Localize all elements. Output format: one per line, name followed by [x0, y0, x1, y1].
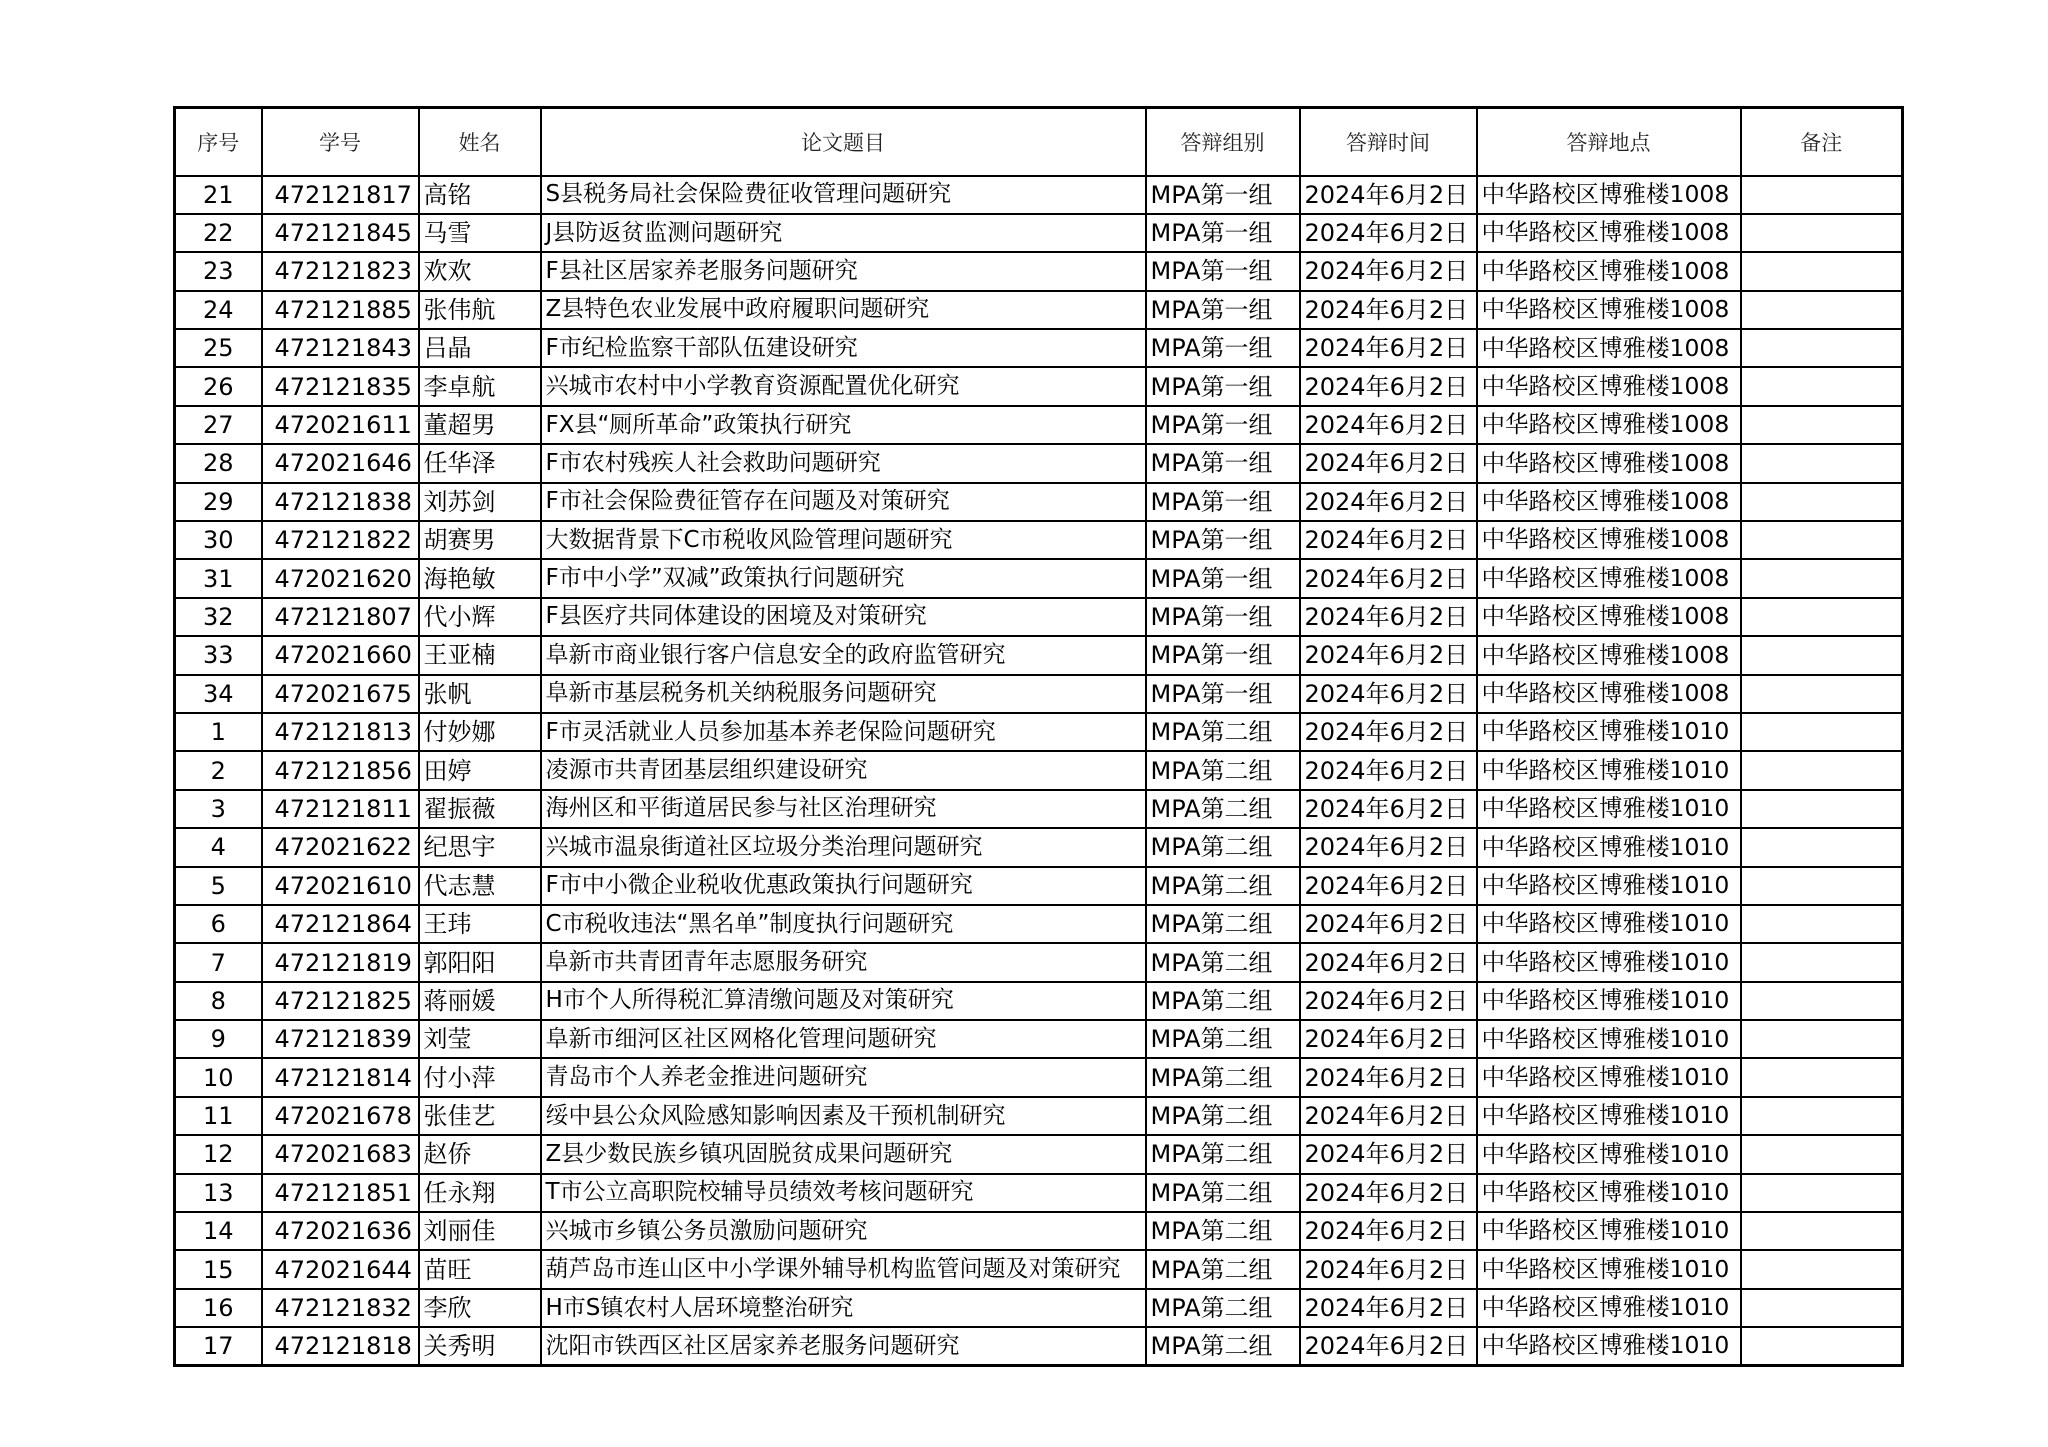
- thesis-title-cell: Z县特色农业发展中政府履职问题研究: [541, 291, 1146, 329]
- defense-schedule-table: [173, 106, 1904, 1367]
- table-row: [175, 483, 1903, 521]
- remarks-cell: [1741, 1058, 1903, 1096]
- name-cell: 张帆: [419, 675, 541, 713]
- table-row: [175, 751, 1903, 789]
- defense-group-cell: MPA第二组: [1146, 943, 1300, 981]
- defense-location-cell: 中华路校区博雅楼1008: [1477, 636, 1741, 674]
- seq-cell: 3: [175, 790, 262, 828]
- defense-location-cell: 中华路校区博雅楼1008: [1477, 406, 1741, 444]
- student-id-cell: 472021622: [262, 828, 419, 866]
- defense-group-cell: MPA第一组: [1146, 214, 1300, 252]
- defense-location-cell: 中华路校区博雅楼1010: [1477, 1289, 1741, 1327]
- defense-time-cell: 2024年6月2日: [1300, 521, 1477, 559]
- seq-cell: 23: [175, 252, 262, 290]
- defense-time-cell: 2024年6月2日: [1300, 483, 1477, 521]
- defense-time-cell: 2024年6月2日: [1300, 252, 1477, 290]
- thesis-title-cell: F市社会保险费征管存在问题及对策研究: [541, 483, 1146, 521]
- table-row: [175, 1250, 1903, 1288]
- defense-group-cell: MPA第二组: [1146, 867, 1300, 905]
- header-name: 姓名: [419, 108, 541, 176]
- defense-group-cell: MPA第一组: [1146, 176, 1300, 214]
- thesis-title-cell: 绥中县公众风险感知影响因素及干预机制研究: [541, 1097, 1146, 1135]
- seq-cell: 21: [175, 176, 262, 214]
- thesis-title-cell: 海州区和平街道居民参与社区治理研究: [541, 790, 1146, 828]
- thesis-title-cell: FX县“厕所革命”政策执行研究: [541, 406, 1146, 444]
- student-id-cell: 472121838: [262, 483, 419, 521]
- defense-time-cell: 2024年6月2日: [1300, 713, 1477, 751]
- table-row: [175, 1212, 1903, 1250]
- defense-location-cell: 中华路校区博雅楼1010: [1477, 1174, 1741, 1212]
- table-row: [175, 1327, 1903, 1365]
- student-id-cell: 472121825: [262, 982, 419, 1020]
- defense-group-cell: MPA第一组: [1146, 291, 1300, 329]
- defense-group-cell: MPA第二组: [1146, 982, 1300, 1020]
- table-row: [175, 329, 1903, 367]
- defense-time-cell: 2024年6月2日: [1300, 406, 1477, 444]
- remarks-cell: [1741, 483, 1903, 521]
- defense-location-cell: 中华路校区博雅楼1008: [1477, 367, 1741, 405]
- student-id-cell: 472121851: [262, 1174, 419, 1212]
- thesis-title-cell: 兴城市农村中小学教育资源配置优化研究: [541, 367, 1146, 405]
- name-cell: 欢欢: [419, 252, 541, 290]
- remarks-cell: [1741, 790, 1903, 828]
- defense-group-cell: MPA第二组: [1146, 1289, 1300, 1327]
- defense-location-cell: 中华路校区博雅楼1010: [1477, 867, 1741, 905]
- remarks-cell: [1741, 867, 1903, 905]
- thesis-title-cell: 凌源市共青团基层组织建设研究: [541, 751, 1146, 789]
- student-id-cell: 472121813: [262, 713, 419, 751]
- student-id-cell: 472121811: [262, 790, 419, 828]
- student-id-cell: 472021636: [262, 1212, 419, 1250]
- student-id-cell: 472121818: [262, 1327, 419, 1365]
- header-seq: 序号: [175, 108, 262, 176]
- defense-group-cell: MPA第二组: [1146, 1020, 1300, 1058]
- defense-time-cell: 2024年6月2日: [1300, 598, 1477, 636]
- table-row: [175, 943, 1903, 981]
- seq-cell: 29: [175, 483, 262, 521]
- defense-location-cell: 中华路校区博雅楼1010: [1477, 943, 1741, 981]
- name-cell: 胡赛男: [419, 521, 541, 559]
- defense-time-cell: 2024年6月2日: [1300, 176, 1477, 214]
- thesis-title-cell: 葫芦岛市连山区中小学课外辅导机构监管问题及对策研究: [541, 1250, 1146, 1288]
- thesis-title-cell: T市公立高职院校辅导员绩效考核问题研究: [541, 1174, 1146, 1212]
- name-cell: 马雪: [419, 214, 541, 252]
- student-id-cell: 472121814: [262, 1058, 419, 1096]
- seq-cell: 24: [175, 291, 262, 329]
- seq-cell: 26: [175, 367, 262, 405]
- remarks-cell: [1741, 444, 1903, 482]
- student-id-cell: 472121807: [262, 598, 419, 636]
- defense-time-cell: 2024年6月2日: [1300, 1058, 1477, 1096]
- defense-group-cell: MPA第二组: [1146, 1097, 1300, 1135]
- thesis-title-cell: F县医疗共同体建设的困境及对策研究: [541, 598, 1146, 636]
- defense-group-cell: MPA第二组: [1146, 828, 1300, 866]
- remarks-cell: [1741, 828, 1903, 866]
- defense-group-cell: MPA第一组: [1146, 367, 1300, 405]
- defense-location-cell: 中华路校区博雅楼1010: [1477, 790, 1741, 828]
- seq-cell: 8: [175, 982, 262, 1020]
- student-id-cell: 472021644: [262, 1250, 419, 1288]
- seq-cell: 33: [175, 636, 262, 674]
- name-cell: 代小辉: [419, 598, 541, 636]
- defense-location-cell: 中华路校区博雅楼1008: [1477, 559, 1741, 597]
- defense-group-cell: MPA第二组: [1146, 1250, 1300, 1288]
- defense-location-cell: 中华路校区博雅楼1010: [1477, 1058, 1741, 1096]
- defense-time-cell: 2024年6月2日: [1300, 751, 1477, 789]
- name-cell: 高铭: [419, 176, 541, 214]
- remarks-cell: [1741, 982, 1903, 1020]
- thesis-title-cell: F县社区居家养老服务问题研究: [541, 252, 1146, 290]
- name-cell: 纪思宇: [419, 828, 541, 866]
- defense-time-cell: 2024年6月2日: [1300, 1289, 1477, 1327]
- student-id-cell: 472121845: [262, 214, 419, 252]
- student-id-cell: 472121856: [262, 751, 419, 789]
- remarks-cell: [1741, 905, 1903, 943]
- thesis-title-cell: 阜新市商业银行客户信息安全的政府监管研究: [541, 636, 1146, 674]
- table-row: [175, 905, 1903, 943]
- remarks-cell: [1741, 1289, 1903, 1327]
- defense-location-cell: 中华路校区博雅楼1008: [1477, 252, 1741, 290]
- defense-location-cell: 中华路校区博雅楼1010: [1477, 982, 1741, 1020]
- thesis-title-cell: 大数据背景下C市税收风险管理问题研究: [541, 521, 1146, 559]
- table-row: [175, 982, 1903, 1020]
- defense-group-cell: MPA第二组: [1146, 905, 1300, 943]
- seq-cell: 31: [175, 559, 262, 597]
- defense-time-cell: 2024年6月2日: [1300, 943, 1477, 981]
- student-id-cell: 472121843: [262, 329, 419, 367]
- defense-location-cell: 中华路校区博雅楼1008: [1477, 483, 1741, 521]
- thesis-title-cell: F市农村残疾人社会救助问题研究: [541, 444, 1146, 482]
- defense-location-cell: 中华路校区博雅楼1008: [1477, 214, 1741, 252]
- remarks-cell: [1741, 675, 1903, 713]
- seq-cell: 5: [175, 867, 262, 905]
- defense-time-cell: 2024年6月2日: [1300, 1135, 1477, 1173]
- defense-group-cell: MPA第二组: [1146, 1212, 1300, 1250]
- defense-time-cell: 2024年6月2日: [1300, 790, 1477, 828]
- table-row: [175, 1097, 1903, 1135]
- table-row: [175, 367, 1903, 405]
- defense-time-cell: 2024年6月2日: [1300, 329, 1477, 367]
- defense-group-cell: MPA第二组: [1146, 790, 1300, 828]
- thesis-title-cell: 兴城市温泉街道社区垃圾分类治理问题研究: [541, 828, 1146, 866]
- remarks-cell: [1741, 1097, 1903, 1135]
- remarks-cell: [1741, 329, 1903, 367]
- name-cell: 蒋丽媛: [419, 982, 541, 1020]
- defense-location-cell: 中华路校区博雅楼1008: [1477, 675, 1741, 713]
- remarks-cell: [1741, 176, 1903, 214]
- defense-time-cell: 2024年6月2日: [1300, 675, 1477, 713]
- name-cell: 关秀明: [419, 1327, 541, 1365]
- student-id-cell: 472021610: [262, 867, 419, 905]
- seq-cell: 32: [175, 598, 262, 636]
- defense-location-cell: 中华路校区博雅楼1008: [1477, 444, 1741, 482]
- defense-location-cell: 中华路校区博雅楼1010: [1477, 905, 1741, 943]
- header-remarks: 备注: [1741, 108, 1903, 176]
- defense-time-cell: 2024年6月2日: [1300, 444, 1477, 482]
- seq-cell: 16: [175, 1289, 262, 1327]
- name-cell: 王亚楠: [419, 636, 541, 674]
- header-defense-time: 答辩时间: [1300, 108, 1477, 176]
- name-cell: 刘莹: [419, 1020, 541, 1058]
- defense-location-cell: 中华路校区博雅楼1010: [1477, 1212, 1741, 1250]
- thesis-title-cell: H市个人所得税汇算清缴问题及对策研究: [541, 982, 1146, 1020]
- header-defense-location: 答辩地点: [1477, 108, 1741, 176]
- table-row: [175, 636, 1903, 674]
- table-row: [175, 675, 1903, 713]
- seq-cell: 12: [175, 1135, 262, 1173]
- student-id-cell: 472021675: [262, 675, 419, 713]
- defense-group-cell: MPA第一组: [1146, 636, 1300, 674]
- defense-group-cell: MPA第一组: [1146, 521, 1300, 559]
- defense-location-cell: 中华路校区博雅楼1010: [1477, 751, 1741, 789]
- defense-time-cell: 2024年6月2日: [1300, 905, 1477, 943]
- defense-group-cell: MPA第一组: [1146, 406, 1300, 444]
- remarks-cell: [1741, 1327, 1903, 1365]
- name-cell: 代志慧: [419, 867, 541, 905]
- table-row: [175, 828, 1903, 866]
- header-thesis-title: 论文题目: [541, 108, 1146, 176]
- student-id-cell: 472121819: [262, 943, 419, 981]
- thesis-title-cell: S县税务局社会保险费征收管理问题研究: [541, 176, 1146, 214]
- thesis-title-cell: 阜新市共青团青年志愿服务研究: [541, 943, 1146, 981]
- remarks-cell: [1741, 713, 1903, 751]
- defense-time-cell: 2024年6月2日: [1300, 291, 1477, 329]
- name-cell: 李卓航: [419, 367, 541, 405]
- thesis-title-cell: J县防返贫监测问题研究: [541, 214, 1146, 252]
- defense-group-cell: MPA第一组: [1146, 483, 1300, 521]
- name-cell: 任华泽: [419, 444, 541, 482]
- header-student-id: 学号: [262, 108, 419, 176]
- defense-location-cell: 中华路校区博雅楼1008: [1477, 521, 1741, 559]
- name-cell: 吕晶: [419, 329, 541, 367]
- seq-cell: 10: [175, 1058, 262, 1096]
- table-row: [175, 559, 1903, 597]
- defense-group-cell: MPA第一组: [1146, 559, 1300, 597]
- seq-cell: 9: [175, 1020, 262, 1058]
- name-cell: 海艳敏: [419, 559, 541, 597]
- table-header: [175, 108, 1903, 176]
- seq-cell: 1: [175, 713, 262, 751]
- remarks-cell: [1741, 367, 1903, 405]
- defense-time-cell: 2024年6月2日: [1300, 1327, 1477, 1365]
- seq-cell: 34: [175, 675, 262, 713]
- seq-cell: 7: [175, 943, 262, 981]
- remarks-cell: [1741, 521, 1903, 559]
- seq-cell: 28: [175, 444, 262, 482]
- student-id-cell: 472021683: [262, 1135, 419, 1173]
- student-id-cell: 472121823: [262, 252, 419, 290]
- table-row: [175, 713, 1903, 751]
- remarks-cell: [1741, 1020, 1903, 1058]
- table-body: [175, 176, 1903, 1366]
- student-id-cell: 472121885: [262, 291, 419, 329]
- table-row: [175, 214, 1903, 252]
- student-id-cell: 472121822: [262, 521, 419, 559]
- thesis-title-cell: H市S镇农村人居环境整治研究: [541, 1289, 1146, 1327]
- student-id-cell: 472121839: [262, 1020, 419, 1058]
- thesis-title-cell: 沈阳市铁西区社区居家养老服务问题研究: [541, 1327, 1146, 1365]
- thesis-title-cell: F市中小微企业税收优惠政策执行问题研究: [541, 867, 1146, 905]
- defense-time-cell: 2024年6月2日: [1300, 828, 1477, 866]
- table-row: [175, 1289, 1903, 1327]
- seq-cell: 11: [175, 1097, 262, 1135]
- name-cell: 付妙娜: [419, 713, 541, 751]
- seq-cell: 30: [175, 521, 262, 559]
- table-row: [175, 1020, 1903, 1058]
- defense-group-cell: MPA第二组: [1146, 1174, 1300, 1212]
- seq-cell: 22: [175, 214, 262, 252]
- name-cell: 付小萍: [419, 1058, 541, 1096]
- table-row: [175, 1174, 1903, 1212]
- thesis-title-cell: Z县少数民族乡镇巩固脱贫成果问题研究: [541, 1135, 1146, 1173]
- defense-time-cell: 2024年6月2日: [1300, 1020, 1477, 1058]
- defense-location-cell: 中华路校区博雅楼1010: [1477, 1250, 1741, 1288]
- defense-location-cell: 中华路校区博雅楼1010: [1477, 1020, 1741, 1058]
- defense-group-cell: MPA第二组: [1146, 751, 1300, 789]
- student-id-cell: 472021646: [262, 444, 419, 482]
- seq-cell: 27: [175, 406, 262, 444]
- remarks-cell: [1741, 1212, 1903, 1250]
- defense-time-cell: 2024年6月2日: [1300, 367, 1477, 405]
- remarks-cell: [1741, 1174, 1903, 1212]
- student-id-cell: 472121835: [262, 367, 419, 405]
- student-id-cell: 472021660: [262, 636, 419, 674]
- defense-location-cell: 中华路校区博雅楼1008: [1477, 329, 1741, 367]
- student-id-cell: 472021620: [262, 559, 419, 597]
- defense-time-cell: 2024年6月2日: [1300, 1250, 1477, 1288]
- remarks-cell: [1741, 598, 1903, 636]
- table-row: [175, 1058, 1903, 1096]
- table-row: [175, 252, 1903, 290]
- seq-cell: 17: [175, 1327, 262, 1365]
- defense-time-cell: 2024年6月2日: [1300, 1212, 1477, 1250]
- remarks-cell: [1741, 636, 1903, 674]
- remarks-cell: [1741, 252, 1903, 290]
- defense-group-cell: MPA第一组: [1146, 444, 1300, 482]
- name-cell: 任永翔: [419, 1174, 541, 1212]
- name-cell: 苗旺: [419, 1250, 541, 1288]
- table-row: [175, 444, 1903, 482]
- remarks-cell: [1741, 1250, 1903, 1288]
- table-row: [175, 521, 1903, 559]
- name-cell: 张佳艺: [419, 1097, 541, 1135]
- name-cell: 刘丽佳: [419, 1212, 541, 1250]
- defense-location-cell: 中华路校区博雅楼1010: [1477, 1097, 1741, 1135]
- remarks-cell: [1741, 559, 1903, 597]
- thesis-title-cell: C市税收违法“黑名单”制度执行问题研究: [541, 905, 1146, 943]
- thesis-title-cell: 阜新市基层税务机关纳税服务问题研究: [541, 675, 1146, 713]
- defense-group-cell: MPA第二组: [1146, 713, 1300, 751]
- seq-cell: 6: [175, 905, 262, 943]
- defense-group-cell: MPA第一组: [1146, 252, 1300, 290]
- defense-time-cell: 2024年6月2日: [1300, 867, 1477, 905]
- table-row: [175, 291, 1903, 329]
- thesis-title-cell: 兴城市乡镇公务员激励问题研究: [541, 1212, 1146, 1250]
- student-id-cell: 472121832: [262, 1289, 419, 1327]
- defense-time-cell: 2024年6月2日: [1300, 214, 1477, 252]
- defense-location-cell: 中华路校区博雅楼1008: [1477, 176, 1741, 214]
- defense-group-cell: MPA第二组: [1146, 1135, 1300, 1173]
- table-row: [175, 867, 1903, 905]
- defense-time-cell: 2024年6月2日: [1300, 1097, 1477, 1135]
- name-cell: 田婷: [419, 751, 541, 789]
- name-cell: 翟振薇: [419, 790, 541, 828]
- name-cell: 张伟航: [419, 291, 541, 329]
- remarks-cell: [1741, 943, 1903, 981]
- defense-group-cell: MPA第二组: [1146, 1058, 1300, 1096]
- thesis-title-cell: F市中小学”双减”政策执行问题研究: [541, 559, 1146, 597]
- defense-location-cell: 中华路校区博雅楼1010: [1477, 1135, 1741, 1173]
- header-row: [175, 108, 1903, 176]
- remarks-cell: [1741, 291, 1903, 329]
- student-id-cell: 472121864: [262, 905, 419, 943]
- seq-cell: 4: [175, 828, 262, 866]
- thesis-title-cell: F市灵活就业人员参加基本养老保险问题研究: [541, 713, 1146, 751]
- remarks-cell: [1741, 214, 1903, 252]
- table-row: [175, 176, 1903, 214]
- seq-cell: 13: [175, 1174, 262, 1212]
- defense-group-cell: MPA第一组: [1146, 329, 1300, 367]
- student-id-cell: 472021678: [262, 1097, 419, 1135]
- remarks-cell: [1741, 1135, 1903, 1173]
- defense-time-cell: 2024年6月2日: [1300, 636, 1477, 674]
- defense-time-cell: 2024年6月2日: [1300, 559, 1477, 597]
- thesis-title-cell: 阜新市细河区社区网格化管理问题研究: [541, 1020, 1146, 1058]
- header-defense-group: 答辩组别: [1146, 108, 1300, 176]
- seq-cell: 14: [175, 1212, 262, 1250]
- table-row: [175, 598, 1903, 636]
- defense-group-cell: MPA第二组: [1146, 1327, 1300, 1365]
- defense-time-cell: 2024年6月2日: [1300, 982, 1477, 1020]
- defense-time-cell: 2024年6月2日: [1300, 1174, 1477, 1212]
- remarks-cell: [1741, 406, 1903, 444]
- defense-location-cell: 中华路校区博雅楼1010: [1477, 828, 1741, 866]
- student-id-cell: 472021611: [262, 406, 419, 444]
- thesis-title-cell: 青岛市个人养老金推进问题研究: [541, 1058, 1146, 1096]
- seq-cell: 2: [175, 751, 262, 789]
- name-cell: 王玮: [419, 905, 541, 943]
- seq-cell: 25: [175, 329, 262, 367]
- name-cell: 董超男: [419, 406, 541, 444]
- name-cell: 李欣: [419, 1289, 541, 1327]
- thesis-title-cell: F市纪检监察干部队伍建设研究: [541, 329, 1146, 367]
- table-row: [175, 790, 1903, 828]
- remarks-cell: [1741, 751, 1903, 789]
- name-cell: 郭阳阳: [419, 943, 541, 981]
- defense-location-cell: 中华路校区博雅楼1008: [1477, 598, 1741, 636]
- name-cell: 赵侨: [419, 1135, 541, 1173]
- table-row: [175, 406, 1903, 444]
- student-id-cell: 472121817: [262, 176, 419, 214]
- defense-location-cell: 中华路校区博雅楼1010: [1477, 1327, 1741, 1365]
- seq-cell: 15: [175, 1250, 262, 1288]
- defense-group-cell: MPA第一组: [1146, 675, 1300, 713]
- name-cell: 刘苏剑: [419, 483, 541, 521]
- defense-location-cell: 中华路校区博雅楼1010: [1477, 713, 1741, 751]
- defense-group-cell: MPA第一组: [1146, 598, 1300, 636]
- defense-location-cell: 中华路校区博雅楼1008: [1477, 291, 1741, 329]
- table-row: [175, 1135, 1903, 1173]
